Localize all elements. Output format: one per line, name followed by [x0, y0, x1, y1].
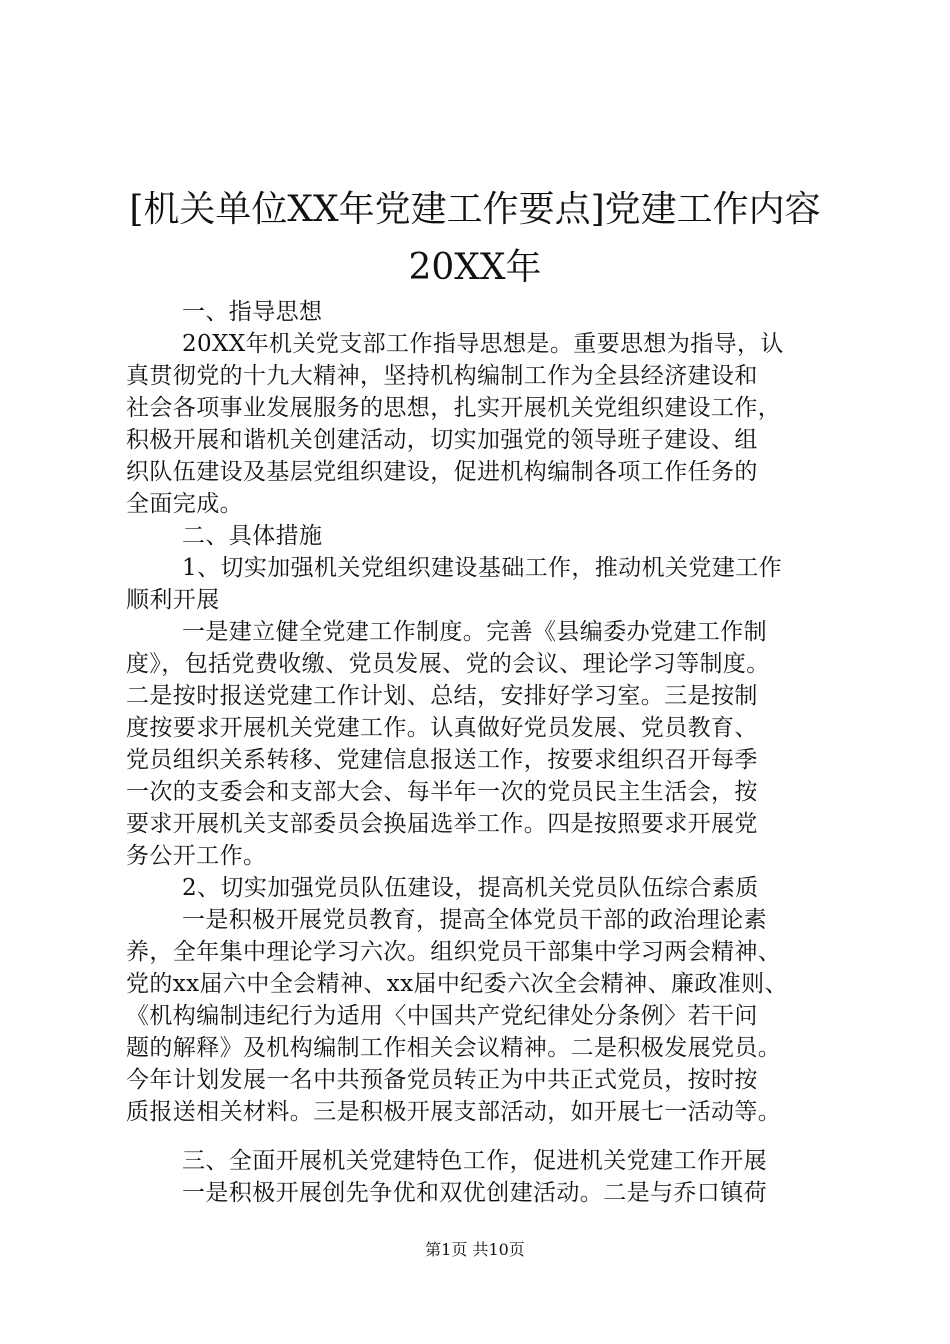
paragraph-line: 二是按时报送党建工作计划、总结，安排好学习室。三是按制: [126, 683, 758, 709]
paragraph-line: 一次的支委会和支部大会、每半年一次的党员民主生活会，按: [126, 779, 758, 805]
paragraph-line: 题的解释》及机构编制工作相关会议精神。二是积极发展党员。: [126, 1035, 782, 1061]
paragraph-line: 织队伍建设及基层党组织建设，促进机构编制各项工作任务的: [126, 459, 758, 485]
section-heading: 三、全面开展机关党建特色工作，促进机关党建工作开展: [182, 1148, 767, 1174]
subsection-heading: 1、切实加强机关党组织建设基础工作，推动机关党建工作: [182, 555, 783, 581]
paragraph-line: 全面完成。: [126, 491, 243, 517]
paragraph-line: 党员组织关系转移、党建信息报送工作，按要求组织召开每季: [126, 747, 758, 773]
paragraph-line: 要求开展机关支部委员会换届选举工作。四是按照要求开展党: [126, 811, 758, 837]
paragraph-line: 20XX年机关党支部工作指导思想是。重要思想为指导，认: [182, 331, 784, 357]
paragraph-line: 今年计划发展一名中共预备党员转正为中共正式党员，按时按: [126, 1067, 758, 1093]
paragraph-line: 一是积极开展党员教育，提高全体党员干部的政治理论素: [182, 907, 767, 933]
document-body: [126, 296, 856, 1209]
paragraph-line: 党的xx届六中全会精神、xx届中纪委六次全会精神、廉政准则、: [126, 971, 788, 997]
subsection-heading: 2、切实加强党员队伍建设，提高机关党员队伍综合素质: [182, 875, 759, 901]
subsection-heading: 顺利开展: [126, 587, 220, 613]
page-number-footer: 第1页 共10页: [425, 1240, 525, 1259]
paragraph-line: 真贯彻党的十九大精神，坚持机构编制工作为全县经济建设和: [126, 363, 758, 389]
paragraph-line: 务公开工作。: [126, 843, 267, 869]
paragraph-line: 一是积极开展创先争优和双优创建活动。二是与乔口镇荷: [182, 1180, 767, 1206]
paragraph-line: 一是建立健全党建工作制度。完善《县编委办党建工作制: [182, 619, 767, 645]
section-heading: 一、指导思想: [182, 299, 323, 325]
section-heading: 二、具体措施: [182, 523, 323, 549]
document-title-line-2: 20XX年: [408, 247, 542, 288]
paragraph-line: 养，全年集中理论学习六次。组织党员干部集中学习两会精神、: [126, 939, 782, 965]
paragraph-line: 质报送相关材料。三是积极开展支部活动，如开展七一活动等。: [126, 1099, 782, 1125]
paragraph-line: 《机构编制违纪行为适用〈中国共产党纪律处分条例〉若干问: [126, 1003, 758, 1029]
paragraph-line: 社会各项事业发展服务的思想，扎实开展机关党组织建设工作，: [126, 395, 782, 421]
paragraph-line: 度按要求开展机关党建工作。认真做好党员发展、党员教育、: [126, 715, 758, 741]
paragraph-line: 积极开展和谐机关创建活动，切实加强党的领导班子建设、组: [126, 427, 758, 453]
document-title-line-1: [机关单位XX年党建工作要点]党建工作内容: [129, 189, 821, 230]
paragraph-line: 度》，包括党费收缴、党员发展、党的会议、理论学习等制度。: [126, 651, 770, 677]
